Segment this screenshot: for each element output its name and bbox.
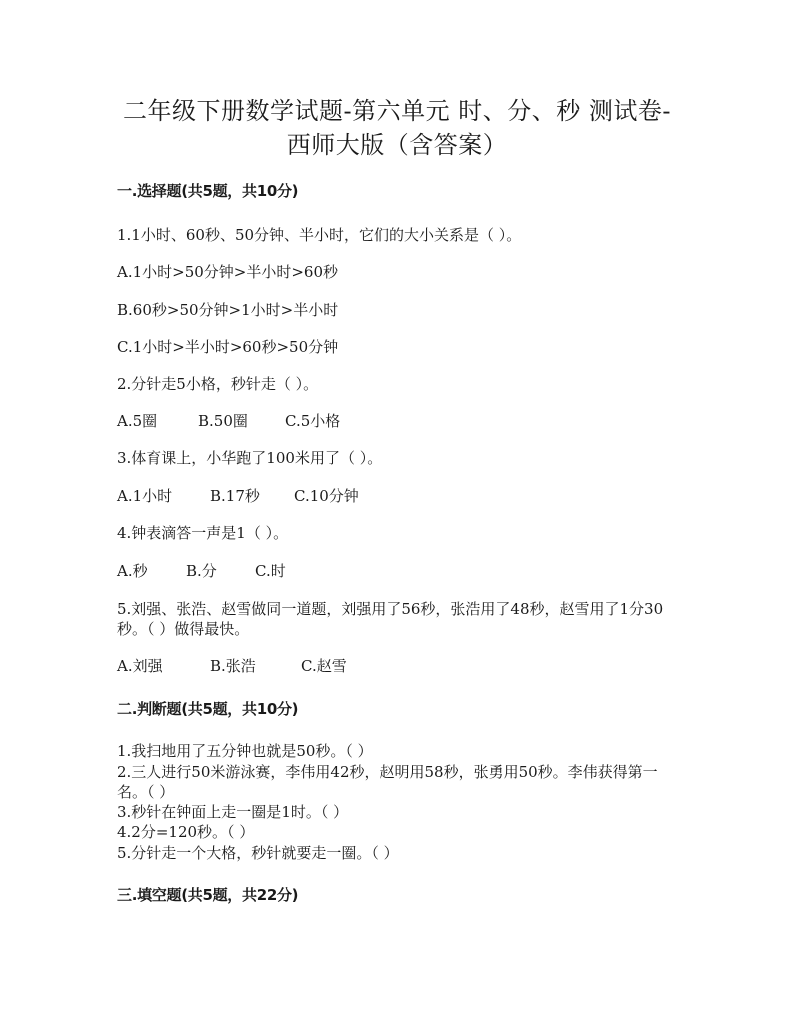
judge-item-5: 5.分针走一个大格，秒针就要走一圈。（ ） xyxy=(117,844,399,862)
question-5-option-b: B.张浩 xyxy=(210,657,256,675)
question-5-option-c: C.赵雪 xyxy=(301,657,347,675)
question-3-option-a: A.1小时 xyxy=(117,487,173,505)
question-2-option-c: C.5小格 xyxy=(285,412,341,430)
question-4-stem: 4.钟表滴答一声是1（ ）。 xyxy=(117,524,289,542)
judge-item-1: 1.我扫地用了五分钟也就是50秒。（ ） xyxy=(117,742,373,760)
question-4-option-c: C.时 xyxy=(255,562,286,580)
doc-title-line-1: 二年级下册数学试题-第六单元 时、分、秒 测试卷- xyxy=(123,97,671,125)
question-2-option-b: B.50圈 xyxy=(198,412,248,430)
question-1-option-c: C.1小时>半小时>60秒>50分钟 xyxy=(117,338,339,356)
judge-item-2: 2.三人进行50米游泳赛，李伟用42秒，赵明用58秒，张勇用50秒。李伟获得第一名。（ ） xyxy=(117,763,658,801)
question-4-option-a: A.秒 xyxy=(117,562,148,580)
section-heading-true-false: 二.判断题(共5题，共10分) xyxy=(117,700,299,718)
question-1-option-a: A.1小时>50分钟>半小时>60秒 xyxy=(117,263,339,281)
question-5-stem: 5.刘强、张浩、赵雪做同一道题，刘强用了56秒，张浩用了48秒，赵雪用了1分30秒。（ ）做得最快。 xyxy=(117,600,664,638)
doc-title-line-2: 西师大版（含答案） xyxy=(286,131,508,159)
question-5-option-a: A.刘强 xyxy=(117,657,163,675)
question-2-option-a: A.5圈 xyxy=(117,412,158,430)
question-2-stem: 2.分针走5小格，秒针走（ ）。 xyxy=(117,375,319,393)
section-heading-choice: 一.选择题(共5题，共10分) xyxy=(117,182,299,200)
judge-item-3: 3.秒针在钟面上走一圈是1时。（ ） xyxy=(117,803,349,821)
question-3-option-c: C.10分钟 xyxy=(294,487,359,505)
question-3-stem: 3.体育课上，小华跑了100米用了（ ）。 xyxy=(117,449,383,467)
question-1-stem: 1.1小时、60秒、50分钟、半小时，它们的大小关系是（ ）。 xyxy=(117,226,522,244)
question-4-option-b: B.分 xyxy=(186,562,217,580)
section-heading-fill-blank: 三.填空题(共5题，共22分) xyxy=(117,886,299,904)
question-3-option-b: B.17秒 xyxy=(210,487,260,505)
judge-item-4: 4.2分=120秒。（ ） xyxy=(117,823,255,841)
question-1-option-b: B.60秒>50分钟>1小时>半小时 xyxy=(117,301,339,319)
